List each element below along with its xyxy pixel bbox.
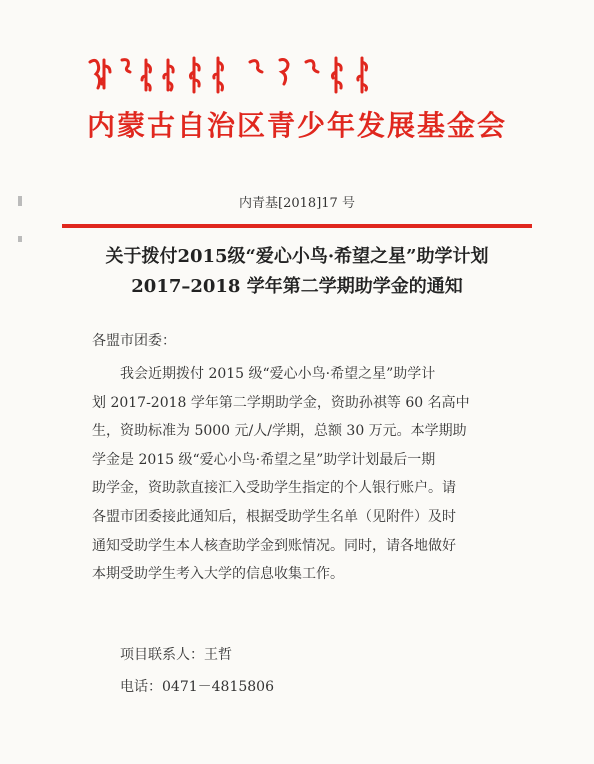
scan-edge-mark xyxy=(18,196,22,206)
scan-edge-mark xyxy=(18,236,22,242)
title-line-1: 关于拨付2015级“爱心小鸟·希望之星”助学计划 xyxy=(105,246,489,267)
contact-phone: 电话：0471－4815806 xyxy=(120,679,274,695)
body-paragraph xyxy=(92,360,512,589)
body-line: 通知受助学生本人核查助学金到账情况。同时，请各地做好 xyxy=(92,537,456,554)
title-line-2: 2017–2018 学年第二学期助学金的通知 xyxy=(131,276,463,297)
document-number: 内青基[2018]17 号 xyxy=(239,196,355,211)
body-line: 划 2017-2018 学年第二学期助学金，资助孙祺等 60 名高中 xyxy=(92,394,470,411)
body-line: 本期受助学生考入大学的信息收集工作。 xyxy=(92,566,344,583)
contact-person: 项目联系人：王哲 xyxy=(120,647,232,663)
body-line: 生，资助标准为 5000 元/人/学期，总额 30 万元。本学期助 xyxy=(92,423,467,440)
mongolian-script-icon xyxy=(84,54,514,94)
organization-name: 内蒙古自治区青少年发展基金会 xyxy=(86,109,507,142)
red-divider xyxy=(62,224,532,228)
body-line: 各盟市团委接此通知后，根据受助学生名单（见附件）及时 xyxy=(92,508,456,525)
body-line: 助学金，资助款直接汇入受助学生指定的个人银行账户。请 xyxy=(92,480,456,497)
notice-title xyxy=(0,242,594,302)
body-line: 我会近期拨付 2015 级“爱心小鸟·希望之星”助学计 xyxy=(120,366,436,382)
body-line: 学金是 2015 级“爱心小鸟·希望之星”助学计划最后一期 xyxy=(92,451,436,468)
salutation: 各盟市团委： xyxy=(92,333,176,349)
mongolian-script-logo xyxy=(84,54,514,94)
